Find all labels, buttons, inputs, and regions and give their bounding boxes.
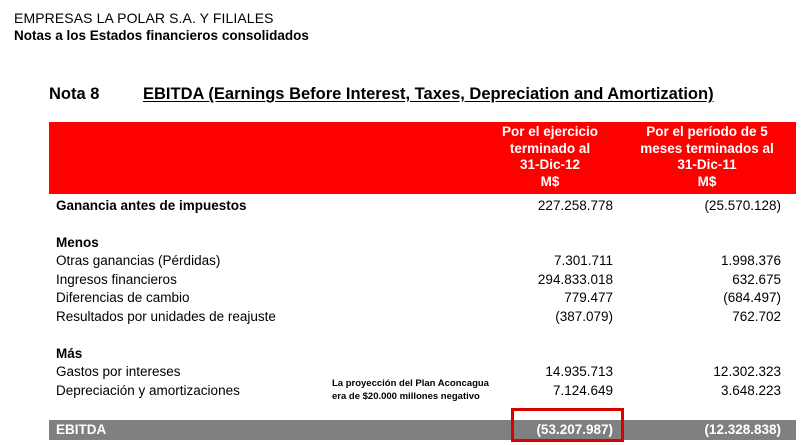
note-label: Nota 8 bbox=[49, 85, 100, 103]
table-row bbox=[49, 308, 796, 326]
row-value-2011: 12.302.323 bbox=[713, 364, 781, 379]
section-heading-menos bbox=[49, 234, 796, 252]
ebitda-label: EBITDA bbox=[56, 422, 107, 437]
row-value-2011: (25.570.128) bbox=[704, 198, 781, 213]
row-label: Ingresos financieros bbox=[56, 272, 177, 287]
row-value-2011: 3.648.223 bbox=[720, 383, 781, 398]
statements-subtitle: Notas a los Estados financieros consolidados bbox=[14, 28, 309, 43]
company-name: EMPRESAS LA POLAR S.A. Y FILIALES bbox=[14, 10, 274, 26]
row-value-2012: 779.477 bbox=[564, 290, 613, 305]
plan-aconcagua-annotation: La proyección del Plan Aconcagua era de $20.000 millones negativo bbox=[332, 378, 489, 402]
row-value-2012: 294.833.018 bbox=[537, 272, 613, 287]
row-value-2012: 14.935.713 bbox=[545, 364, 613, 379]
table-row bbox=[49, 271, 796, 289]
row-value-2011: (684.497) bbox=[723, 290, 781, 305]
section-label: Menos bbox=[56, 235, 99, 250]
row-label: Otras ganancias (Pérdidas) bbox=[56, 253, 221, 268]
section-heading-mas bbox=[49, 345, 796, 363]
row-label: Ganancia antes de impuestos bbox=[56, 198, 247, 213]
row-label: Resultados por unidades de reajuste bbox=[56, 309, 276, 324]
table-row bbox=[49, 289, 796, 307]
section-label: Más bbox=[56, 346, 83, 361]
row-value-2011: 632.675 bbox=[732, 272, 781, 287]
table-row bbox=[49, 252, 796, 270]
row-value-2012: 7.124.649 bbox=[552, 383, 613, 398]
row-label: Depreciación y amortizaciones bbox=[56, 383, 240, 398]
row-value-2012: 7.301.711 bbox=[553, 253, 613, 268]
row-label: Diferencias de cambio bbox=[56, 290, 190, 305]
row-value-2012: (387.079) bbox=[555, 309, 613, 324]
row-value-2011: 762.702 bbox=[732, 309, 781, 324]
note-title: EBITDA (Earnings Before Interest, Taxes, Depreciation and Amortization) bbox=[143, 85, 714, 103]
table-row bbox=[49, 197, 796, 215]
ebitda-highlight-box bbox=[511, 408, 624, 442]
row-value-2011: 1.998.376 bbox=[720, 253, 781, 268]
column-header-2012: Por el ejercicio terminado al 31-Dic-12 M$ bbox=[501, 124, 599, 189]
column-header-2011: Por el período de 5 meses terminados al 31-Dic-11 M$ bbox=[640, 124, 774, 189]
ebitda-value-2011: (12.328.838) bbox=[704, 422, 781, 437]
ebitda-value-2012: (53.207.987) bbox=[536, 422, 613, 437]
row-value-2012: 227.258.778 bbox=[537, 198, 613, 213]
row-label: Gastos por intereses bbox=[56, 364, 181, 379]
ebitda-total-row bbox=[49, 420, 796, 440]
